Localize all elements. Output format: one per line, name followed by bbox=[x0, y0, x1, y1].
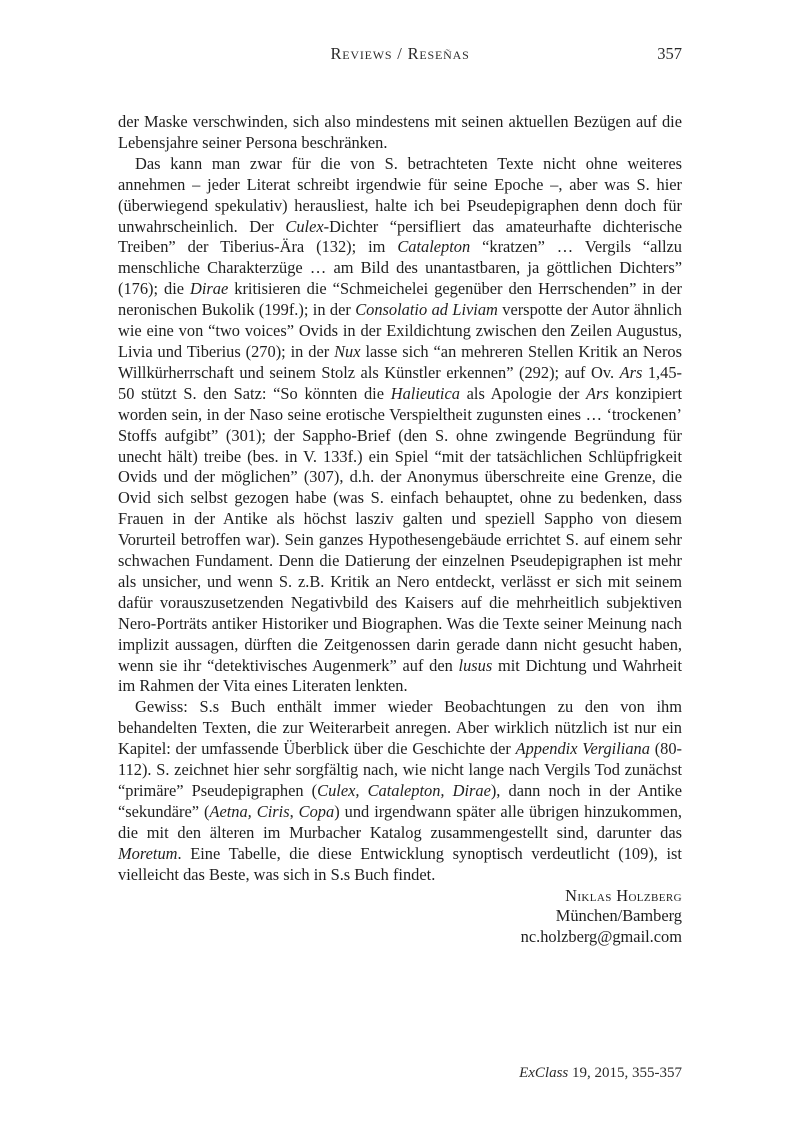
paragraph: der Maske verschwinden, sich also mindestens mit seinen aktuellen Bezügen auf die Lebensjahre seiner Persona beschränken. bbox=[118, 112, 682, 152]
paragraph: Das kann man zwar für die von S. betrachteten Texte nicht ohne weiteres annehmen – jeder Literat schreibt irgendwie für seine Epoche –, aber was S. hier (überwiegend spekulativ) herausliest, halte ich bei Pseudepigraphen denn doch für unwahrscheinlich. Der Culex-Dichter “persifliert das amateurhafte dichterische Treiben” der Tiberius-Ära (132); im Catalepton “kratzen” … Vergils “allzu menschliche Charakterzüge … am Bild des unantastbaren, ja göttlichen Dichters” (176); die Dirae kritisieren die “Schmeichelei gegenüber den Herrschenden” in der neronischen Bukolik (199f.); in der Consolatio ad Liviam verspotte der Autor ähnlich wie eine von “two voices” Ovids in der Exildichtung zwischen den Zeilen Augustus, Livia und Tiberius (270); in der Nux lasse sich “an mehreren Stellen Kritik an Neros Willkürherrschaft und seinem Stolz als Künstler erkennen” (292); auf Ov. Ars 1,45-50 stützt S. den Satz: “So könnten die Halieutica als Apologie der Ars konzipiert worden sein, in der Naso seine erotische Verspieltheit zugunsten eines … ‘trockenen’ Stoffs aufgibt” (301); der Sappho-Brief (den S. ohne zwingende Begründung für unecht hält) treibe (bes. in V. 133f.) ein Spiel “mit der tatsächlichen Schlüpfrigkeit Ovids und der möglichen” (307), d.h. der Anonymus überschreite eine Grenze, die Ovid sich selbst gezogen habe (was S. einfach behauptet, ohne zu bedenken, dass Frauen in der Antike als höchst lasziv galten und speziell Sappho von diesem Vorurteil betroffen war). Sein ganzes Hypothesengebäude errichtet S. auf einem sehr schwachen Fundament. Denn die Datierung der einzelnen Pseudepigraphen ist mehr als unsicher, und wenn S. z.B. Kritik an Nero entdeckt, verlässt er sich mit seinem dafür vorauszusetzenden Negativbild des Kaisers auf die mehrheitlich subjektiven Nero-Porträts antiker Historiker und Biographen. Was die Texte seiner Meinung nach implizit aussagen, dürften die Zeitgenossen darin gerade dann nicht gesucht haben, wenn sie ihr “detektivisches Augenmerk” auf den lusus mit Dichtung und Wahrheit im Rahmen der Vita eines Literaten lenkten. bbox=[118, 153, 683, 696]
journal-citation bbox=[519, 1065, 682, 1082]
signature-block bbox=[118, 886, 682, 949]
signature-affiliation: München/Bamberg bbox=[555, 906, 682, 926]
signature-name: Niklas Holzberg bbox=[565, 885, 682, 905]
signature-email: nc.holzberg@gmail.com bbox=[520, 927, 682, 947]
body-text bbox=[118, 112, 682, 948]
journal-title: ExClass bbox=[519, 1065, 569, 1081]
page-number: 357 bbox=[657, 44, 682, 63]
running-head bbox=[118, 44, 682, 66]
running-head-title: Reviews / Reseñas bbox=[330, 44, 470, 63]
journal-citation-detail: 19, 2015, 355-357 bbox=[568, 1065, 682, 1081]
paragraph: Gewiss: S.s Buch enthält immer wieder Beobachtungen zu den von ihm behandelten Texten, die zur Weiterarbeit anregen. Aber wirklich nützlich ist nur ein Kapitel: der umfassende Überblick über die Geschichte der Appendix Vergiliana (80-112). S. zeichnet hier sehr sorgfältig nach, wie nicht lange nach Vergils Tod zunächst “primäre” Pseudepigraphen (Culex, Catalepton, Dirae), dann noch in der Antike “sekundäre” (Aetna, Ciris, Copa) und irgendwann später alle übrigen hinzukommen, die mit den älteren im Murbacher Katalog zusammengestellt sind, darunter das Moretum. Eine Tabelle, die diese Entwicklung synoptisch verdeutlicht (109), ist vielleicht das Beste, was sich in S.s Buch findet. bbox=[118, 697, 683, 884]
